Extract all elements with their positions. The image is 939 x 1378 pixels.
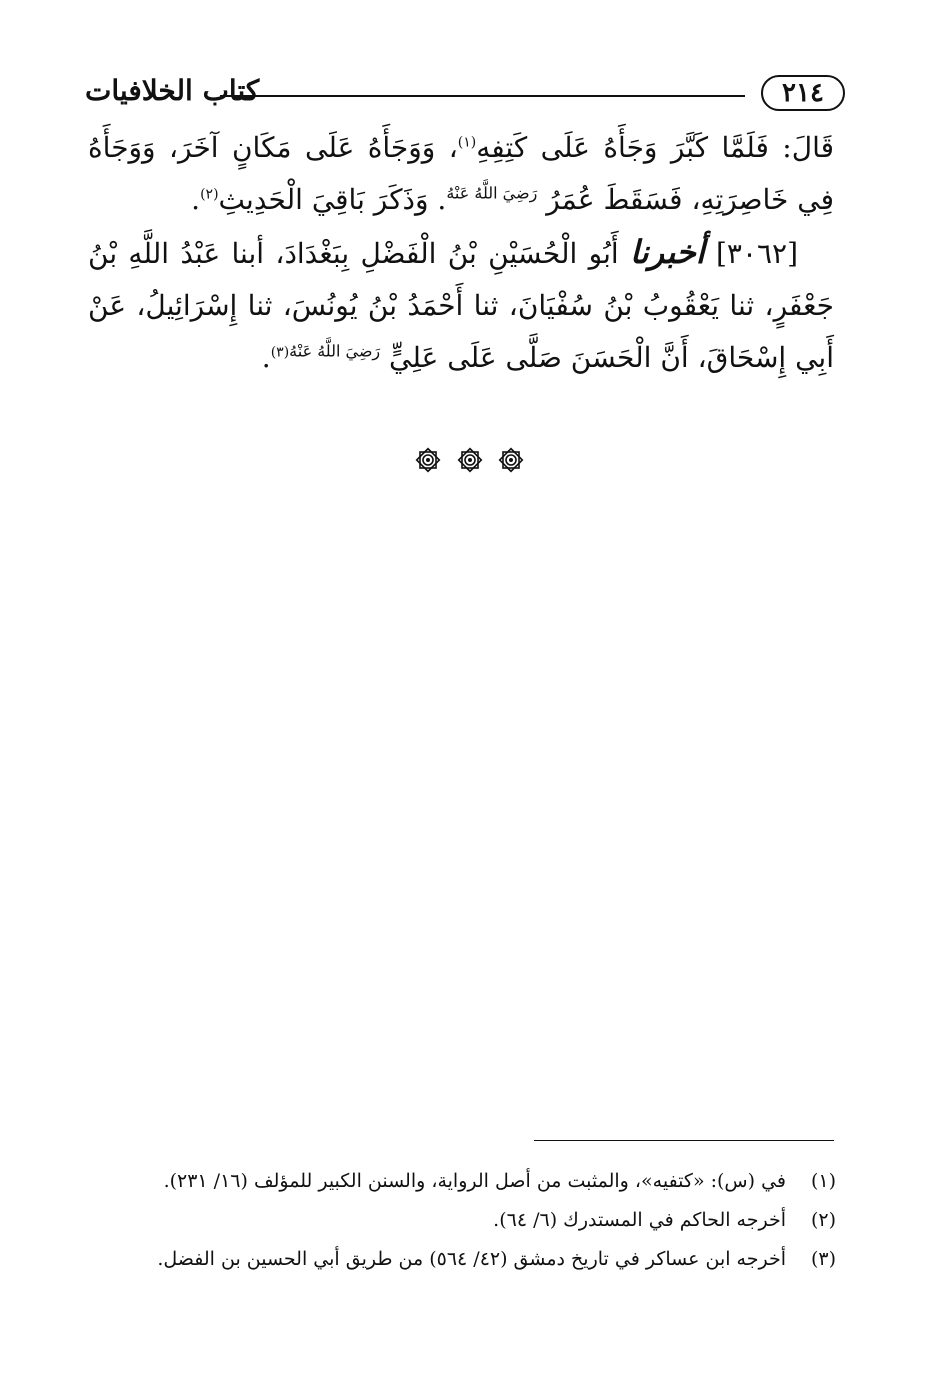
footnote-2 <box>100 1201 836 1240</box>
paragraph-2 <box>88 226 834 384</box>
paragraph-1-text-end: . وَذَكَرَ بَاقِيَ الْحَدِيثِ <box>218 183 447 216</box>
running-title: كتاب الخلافيات <box>85 74 260 107</box>
footnote-text: أخرجه ابن عساكر في تاريخ دمشق (٤٢/ ٥٦٤) من طريق أبي الحسين بن الفضل. <box>157 1248 786 1270</box>
hadith-number: [٣٠٦٢] <box>715 237 798 270</box>
rosette-icon <box>497 446 525 474</box>
footnote-3 <box>100 1240 836 1279</box>
footnote-ref-3: (٣) <box>270 344 290 361</box>
rosette-icon <box>414 446 442 474</box>
footnotes <box>100 1162 836 1279</box>
paragraph-1 <box>88 122 834 226</box>
footnote-number: (٢) <box>810 1209 836 1231</box>
section-divider-ornaments <box>0 446 939 474</box>
hadith-opening: أخبرنا <box>630 233 705 271</box>
paragraph-1-text-mid: ، وَوَجَأَهُ عَلَى مَكَانٍ آخَرَ، وَوَجَأَهُ فِي خَاصِرَتِهِ، فَسَقَطَ عُمَرُ <box>88 131 834 216</box>
page-header <box>85 70 845 120</box>
rosette-icon <box>456 446 484 474</box>
paragraph-2-close: . <box>261 341 271 374</box>
honorific-mark: رَضِيَ اللَّهُ عَنْهُ <box>446 183 538 203</box>
footnote-text: في (س): «كتفيه»، والمثبت من أصل الرواية، والسنن الكبير للمؤلف (١٦/ ٢٣١). <box>163 1170 786 1192</box>
footnote-ref-2: (٢) <box>200 186 219 203</box>
footnote-1 <box>100 1162 836 1201</box>
paragraph-2-text: أَبُو الْحُسَيْنِ بْنُ الْفَضْلِ بِبَغْدَادَ، أبنا عَبْدُ اللَّهِ بْنُ جَعْفَرٍ، ثنا يَعْقُوبُ بْنُ سُفْيَانَ، ثنا أَحْمَدُ بْنُ يُونُسَ، ثنا إِسْرَائِيلُ، عَنْ أَبِي إِسْحَاقَ، أَنَّ الْحَسَنَ صَلَّى عَلَى عَلِيٍّ <box>88 237 834 374</box>
paragraph-1-close: . <box>191 183 201 216</box>
honorific-mark: رَضِيَ اللَّهُ عَنْهُ <box>289 341 381 361</box>
footnote-text: أخرجه الحاكم في المستدرك (٦/ ٦٤). <box>493 1209 786 1231</box>
main-text <box>88 122 834 384</box>
footnote-number: (١) <box>810 1170 836 1192</box>
footnote-ref-1: (١) <box>457 134 477 151</box>
footnote-number: (٣) <box>810 1248 836 1270</box>
footnote-separator <box>534 1140 834 1141</box>
page-number: ٢١٤ <box>761 75 845 111</box>
header-rule <box>220 95 745 97</box>
paragraph-1-text: قَالَ: فَلَمَّا كَبَّرَ وَجَأَهُ عَلَى كَتِفِهِ <box>476 131 834 164</box>
